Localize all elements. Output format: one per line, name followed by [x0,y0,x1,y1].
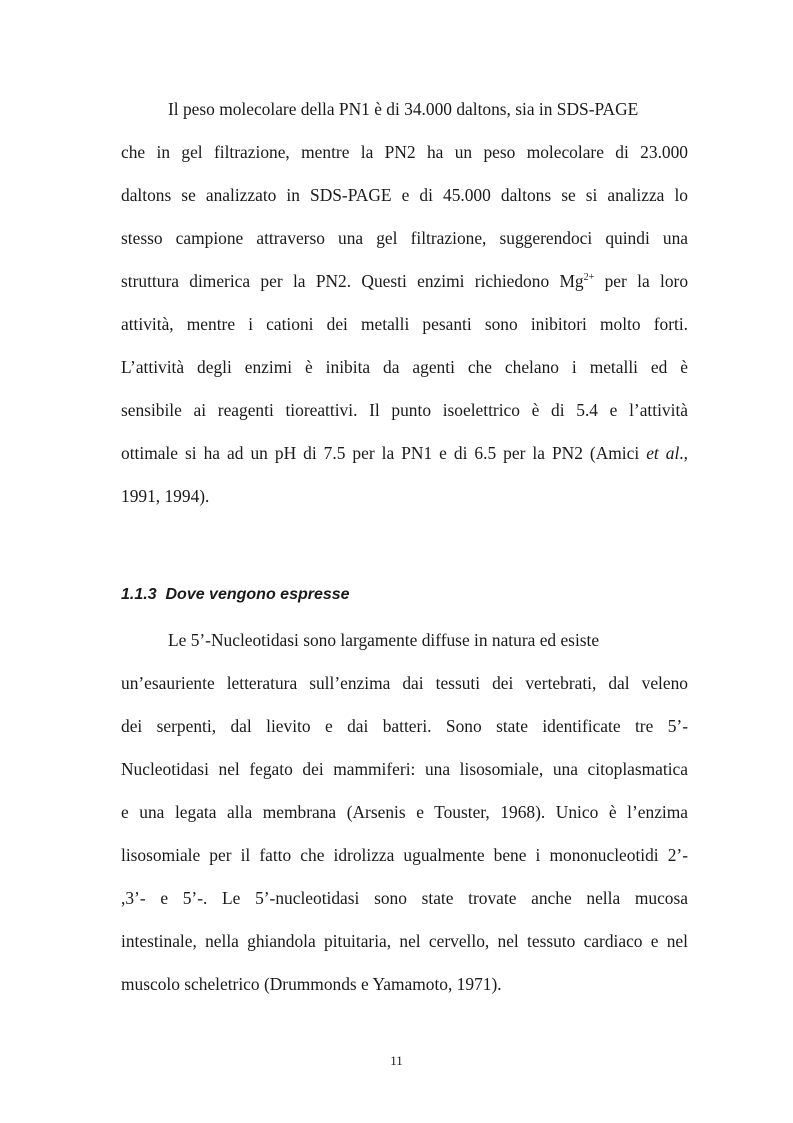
page-number: 11 [390,1053,403,1068]
text-line: lisosomiale per il fatto che idrolizza ugualmente bene i mononucleotidi 2’- [121,845,688,865]
text-line: intestinale, nella ghiandola pituitaria, nel cervello, nel tessuto cardiaco e nel [121,931,688,951]
citation-italic: et al [646,443,680,463]
text-line: stesso campione attraverso una gel filtrazione, suggerendoci quindi una [121,228,688,248]
text-line: sensibile ai reagenti tioreattivi. Il punto isoelettrico è di 5.4 e l’attività [121,400,688,420]
text-line [121,443,688,463]
text-line: attività, mentre i cationi dei metalli pesanti sono inibitori molto forti. [121,314,688,334]
text-fragment: ., [679,443,688,463]
text-line: L’attività degli enzimi è inibita da agenti che chelano i metalli ed è [121,357,688,377]
text-line: 1991, 1994). [121,486,210,506]
section-number: 1.1.3 [121,586,157,603]
text-line [121,271,688,291]
text-fragment: struttura dimerica per la PN2. Questi enzimi richiedono Mg [121,271,584,291]
text-line: e una legata alla membrana (Arsenis e Touster, 1968). Unico è l’enzima [121,802,688,822]
text-line: che in gel filtrazione, mentre la PN2 ha un peso molecolare di 23.000 [121,142,688,162]
text-line: ,3’- e 5’-. Le 5’-nucleotidasi sono state trovate anche nella mucosa [121,888,688,908]
text-line: un’esauriente letteratura sull’enzima dai tessuti dei vertebrati, dal veleno [121,673,688,693]
text-line: muscolo scheletrico (Drummonds e Yamamoto, 1971). [121,974,502,994]
section-heading [121,585,350,605]
text-line: Nucleotidasi nel fegato dei mammiferi: una lisosomiale, una citoplasmatica [121,759,688,779]
section-title: Dove vengono espresse [165,586,350,603]
text-line: Il peso molecolare della PN1 è di 34.000 daltons, sia in SDS-PAGE [168,99,639,119]
text-line: dei serpenti, dal lievito e dai batteri. Sono state identificate tre 5’- [121,716,688,736]
text-line: Le 5’-Nucleotidasi sono largamente diffuse in natura ed esiste [168,630,600,650]
text-fragment: ottimale si ha ad un pH di 7.5 per la PN1 e di 6.5 per la PN2 (Amici [121,443,647,463]
text-fragment: per la loro [594,271,689,291]
text-line: daltons se analizzato in SDS-PAGE e di 45.000 daltons se si analizza lo [121,185,688,205]
superscript-charge: 2+ [583,272,595,283]
